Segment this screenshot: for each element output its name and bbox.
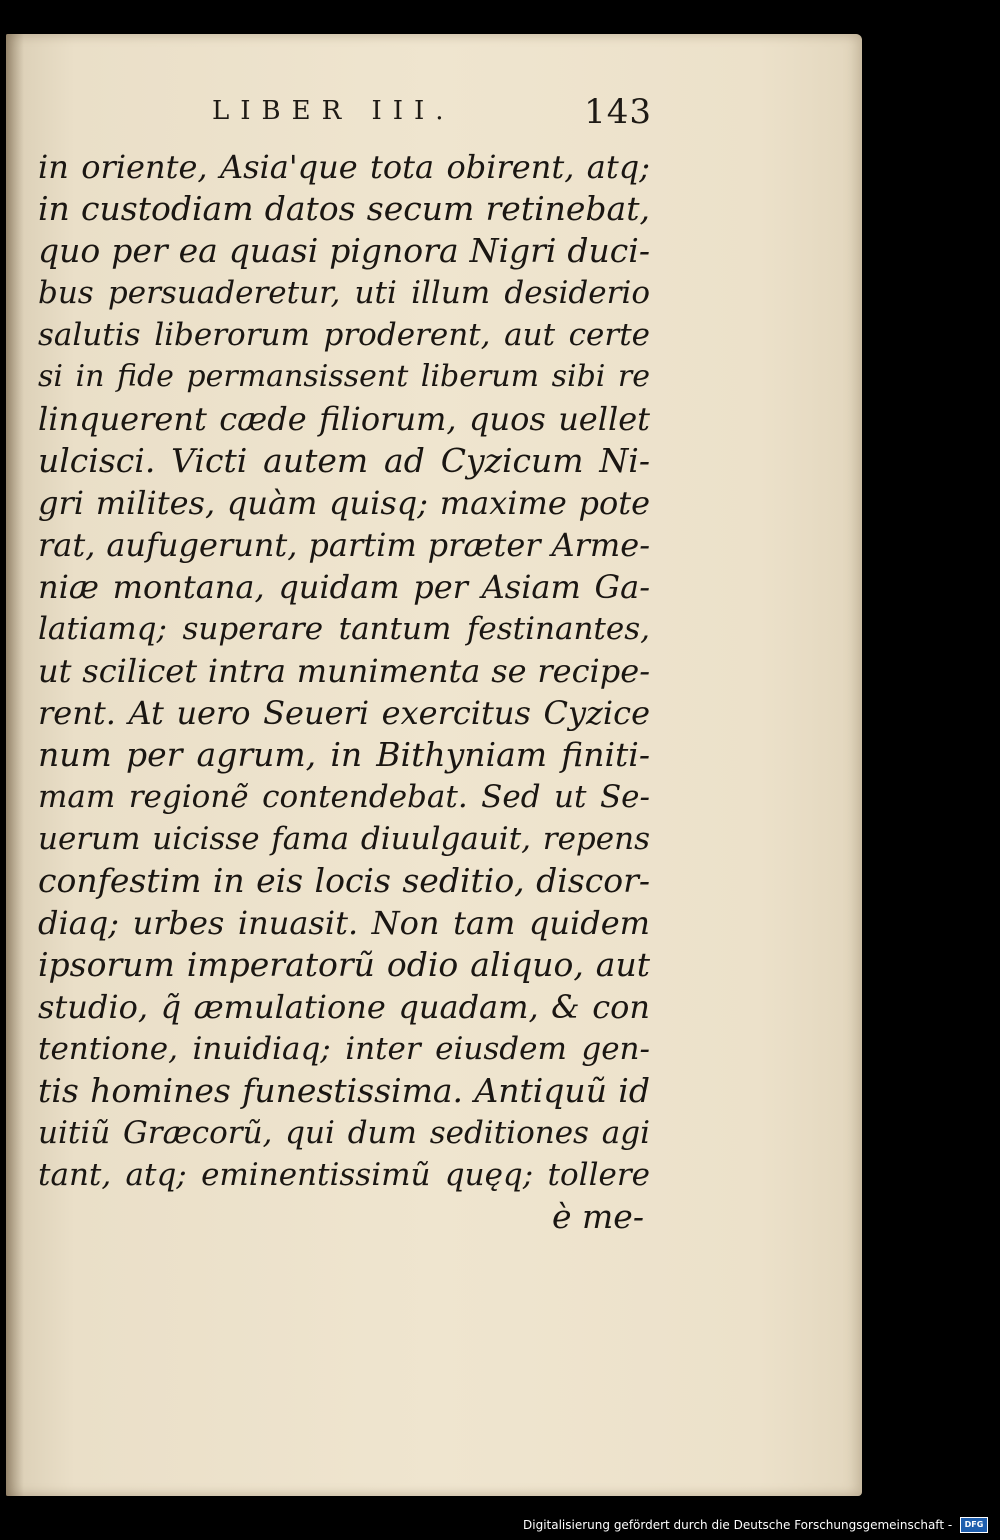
page-number: 143 xyxy=(584,92,652,132)
footer-text: Digitalisierung gefördert durch die Deutsche Forschungsgemeinschaft - xyxy=(523,1518,953,1532)
text-line: bus persuaderetur, uti illum desiderio xyxy=(38,275,650,311)
text-line: ut scilicet intra munimenta se recipe- xyxy=(38,652,650,690)
text-line: tant, atq; eminentissimũ quęq; tollere xyxy=(38,1157,650,1193)
running-title: LIBER III. xyxy=(212,96,455,126)
running-head xyxy=(212,92,652,132)
text-line: diaq; urbes inuasit. Non tam quidem xyxy=(38,904,650,942)
catchword: è me- xyxy=(552,1197,644,1236)
text-line: linquerent cæde filiorum, quos uellet xyxy=(38,400,650,438)
text-line: si in fide permansissent liberum sibi re xyxy=(38,359,650,394)
text-line: rent. At uero Seueri exercitus Cyzice xyxy=(38,694,650,732)
gutter-shadow xyxy=(6,34,24,1496)
text-line: ipsorum imperatorũ odio aliquo, aut xyxy=(38,945,650,984)
text-line: uitiũ Græcorũ, qui dum seditiones agi xyxy=(38,1115,650,1151)
text-line: salutis liberorum proderent, aut certe xyxy=(38,317,650,353)
dfg-logo-icon: DFG xyxy=(960,1517,988,1533)
footer-credit xyxy=(523,1517,988,1535)
text-line: rat, aufugerunt, partim præter Arme- xyxy=(38,526,650,564)
text-line: confestim in eis locis seditio, discor- xyxy=(38,861,650,900)
text-line: gri milites, quàm quisq; maxime pote xyxy=(38,484,650,522)
text-line: uerum uicisse fama diuulgauit, repens xyxy=(38,821,650,857)
text-line: tis homines funestissima. Antiquũ id xyxy=(38,1071,650,1110)
text-line: in oriente, Asia'que tota obirent, atq; xyxy=(38,148,650,186)
text-line: latiamq; superare tantum festinantes, xyxy=(38,611,650,647)
text-line: ulcisci. Victi autem ad Cyzicum Ni- xyxy=(38,441,650,480)
text-line: niæ montana, quidam per Asiam Ga- xyxy=(38,568,650,606)
text-line: num per agrum, in Bithyniam finiti- xyxy=(38,735,650,774)
text-line: studio, q̃ æmulatione quadam, & con xyxy=(38,988,650,1026)
text-block xyxy=(38,146,650,1238)
text-line: quo per ea quasi pignora Nigri duci- xyxy=(38,231,650,270)
text-line: tentione, inuidiaq; inter eiusdem gen- xyxy=(38,1031,650,1067)
text-line: mam regionẽ contendebat. Sed ut Se- xyxy=(38,779,650,815)
text-line: in custodiam datos secum retinebat, xyxy=(38,189,650,228)
